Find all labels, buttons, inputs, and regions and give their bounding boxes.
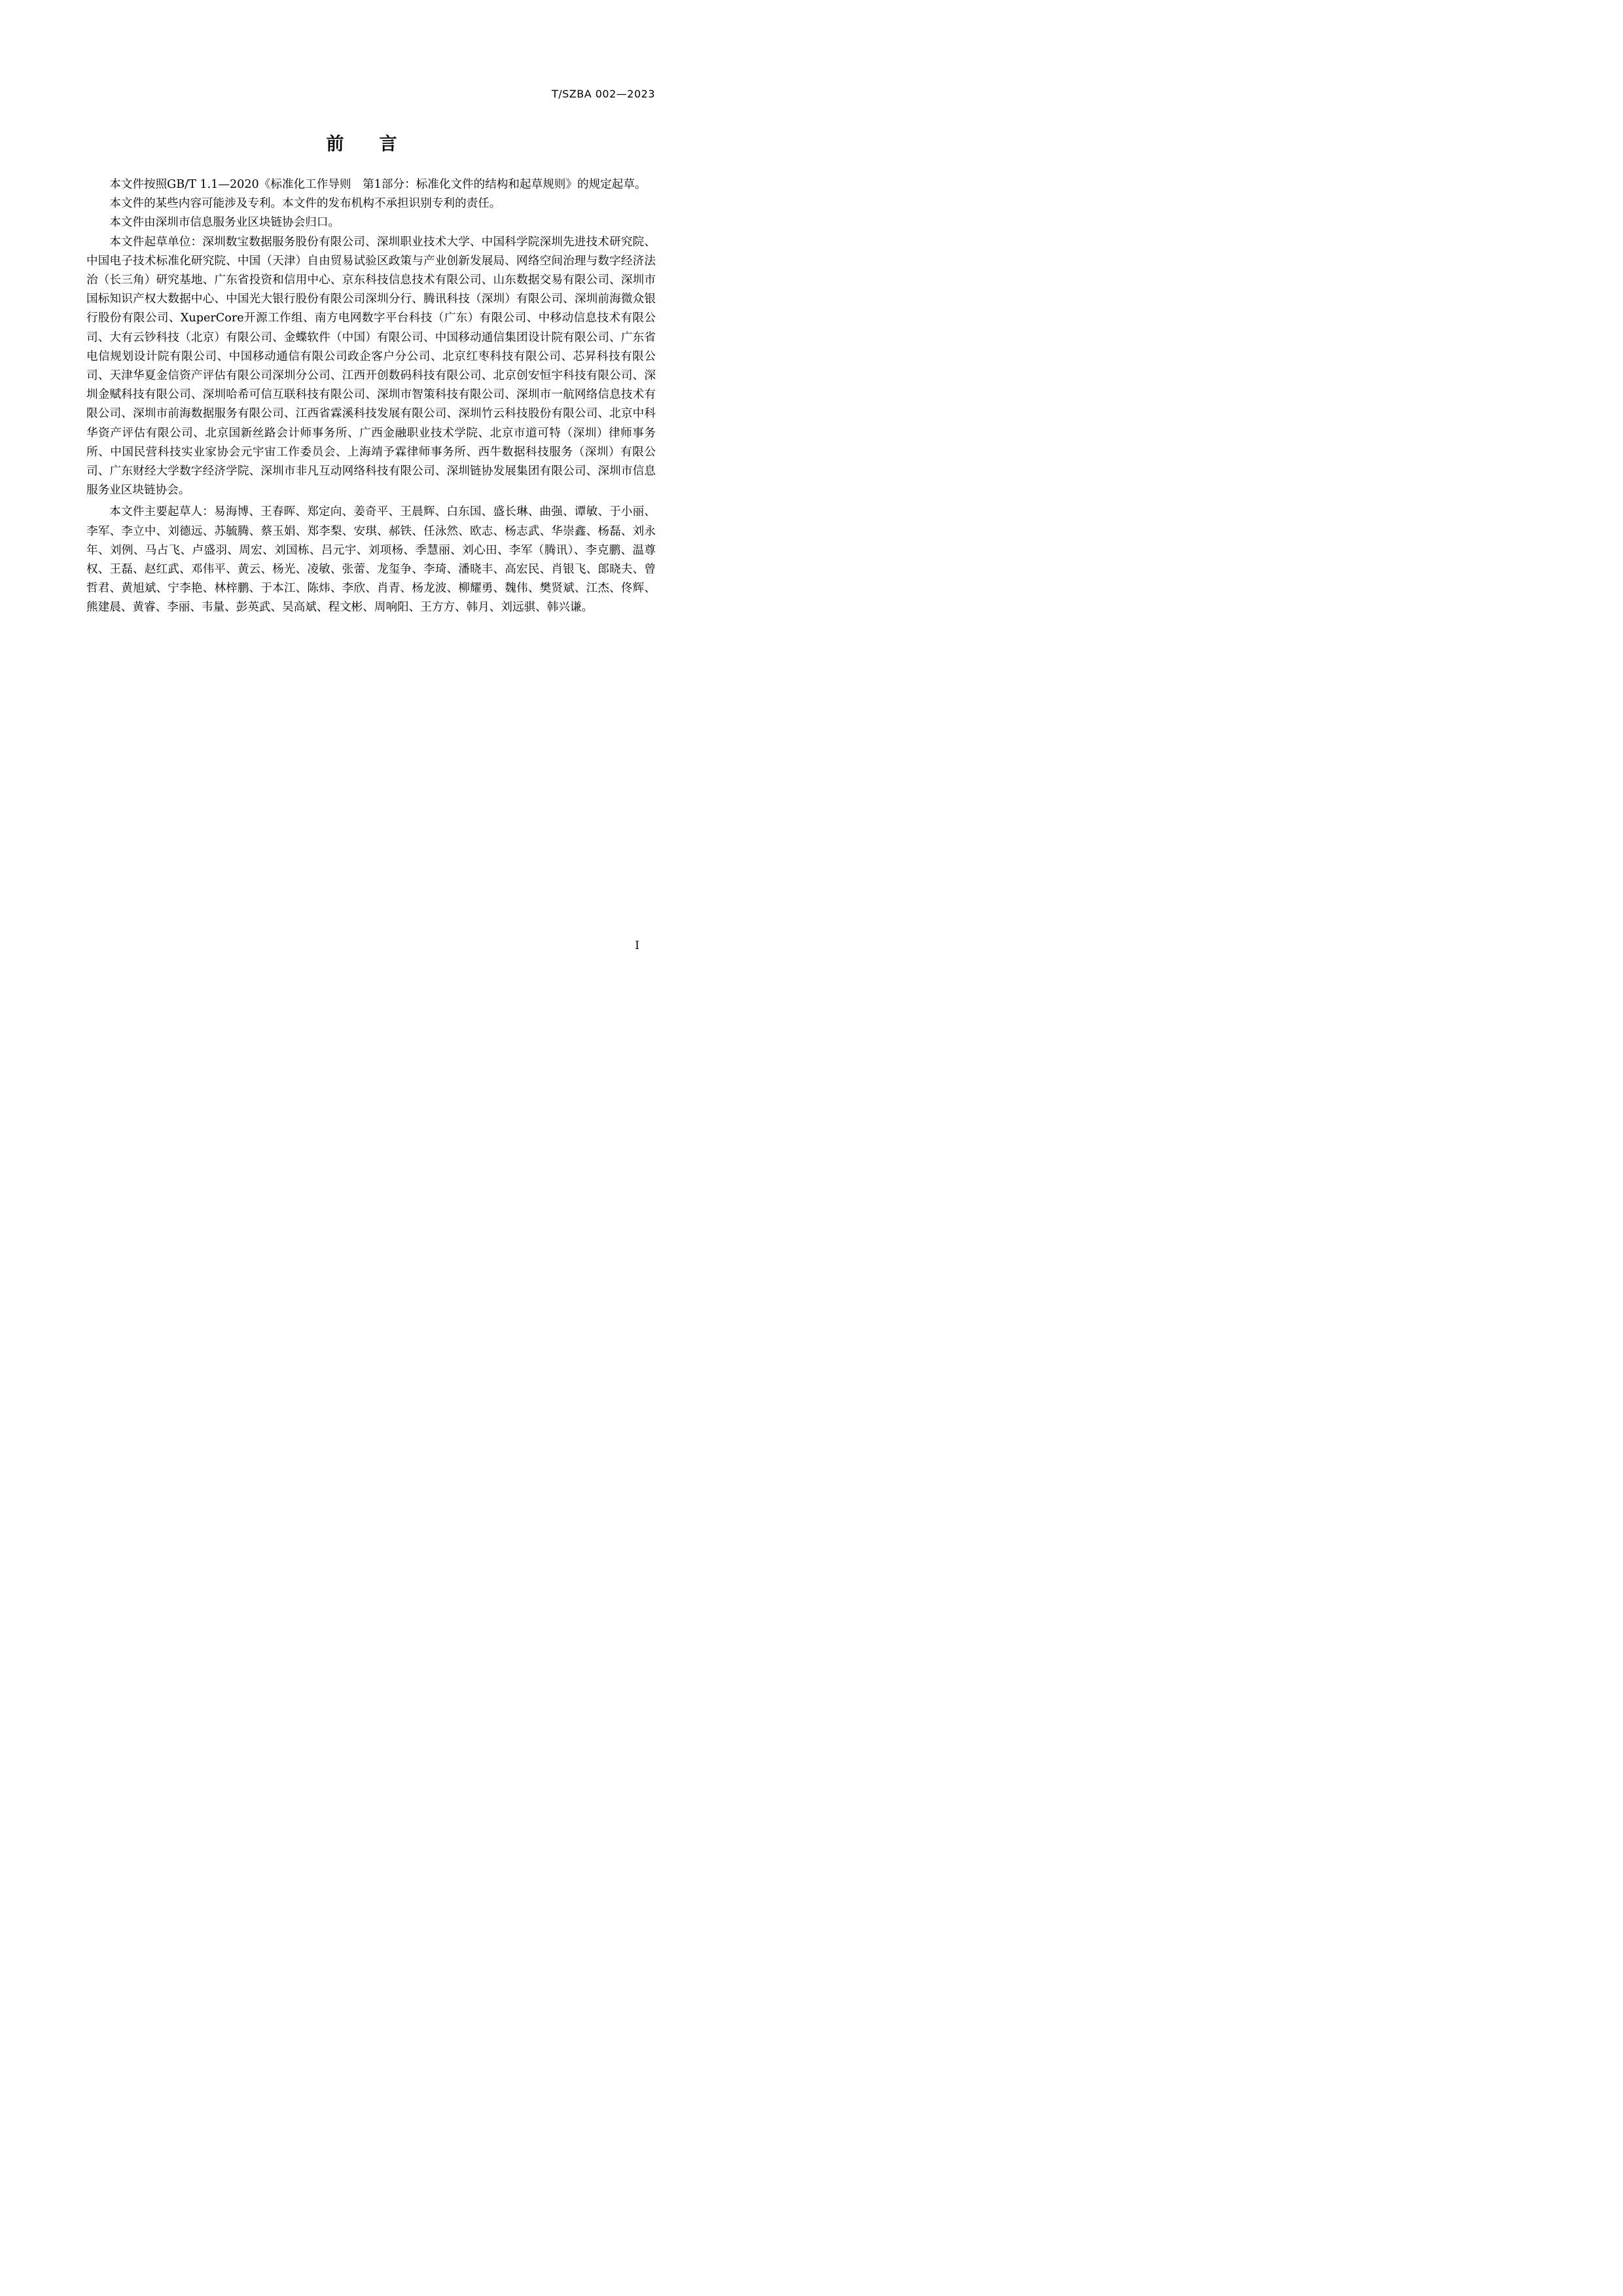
paragraph-drafting-rules: 本文件按照GB/T 1.1—2020《标准化工作导则 第1部分：标准化文件的结构和起草规则》的规定起草。 [109, 178, 647, 191]
foreword-body [86, 175, 656, 618]
paragraph-drafting-organizations: 本文件起草单位：深圳数宝数据服务股份有限公司、深圳职业技术大学、中国科学院深圳先进技术研究院、中国电子技术标准化研究院、中国（天津）自由贸易试验区政策与产业创新发展局、网络空间治理与数字经济法治（长三角）研究基地、广东省投资和信用中心、京东科技信息技术有限公司、山东数据交易有限公司、深圳市国标知识产权大数据中心、中国光大银行股份有限公司深圳分行、腾讯科技（深圳）有限公司、深圳前海微众银行股份有限公司、XuperCore开源工作组、南方电网数字平台科技（广东）有限公司、中移动信息技术有限公司、大有云钞科技（北京）有限公司、金蝶软件（中国）有限公司、中国移动通信集团设计院有限公司、广东省电信规划设计院有限公司、中国移动通信有限公司政企客户分公司、北京红枣科技有限公司、芯昇科技有限公司、天津华夏金信资产评估有限公司深圳分公司、江西开创数码科技有限公司、北京创安恒宇科技有限公司、深圳金赋科技有限公司、深圳哈希可信互联科技有限公司、深圳市智策科技有限公司、深圳市一航网络信息技术有限公司、深圳市前海数据服务有限公司、江西省霖溪科技发展有限公司、深圳竹云科技股份有限公司、北京中科华资产评估有限公司、北京国新丝路会计师事务所、广西金融职业技术学院、北京市道可特（深圳）律师事务所、中国民营科技实业家协会元宇宙工作委员会、上海靖予霖律师事务所、西牛数据科技服务（深圳）有限公司、广东财经大学数字经济学院、深圳市非凡互动网络科技有限公司、深圳链协发展集团有限公司、深圳市信息服务业区块链协会。 [86, 235, 656, 497]
paragraph-main-drafters: 本文件主要起草人：易海博、王春晖、郑定向、姜奇平、王晨辉、白东国、盛长琳、曲强、谭敏、于小丽、李军、李立中、刘德远、苏毓腾、蔡玉娟、郑李梨、安琪、郝铁、任泳然、欧志、杨志武、华崇鑫、杨磊、刘永年、刘例、马占飞、卢盛羽、周宏、刘国栋、吕元宇、刘项杨、季慧丽、刘心田、李军（腾讯）、李克鹏、温尊权、王磊、赵红武、邓伟平、黄云、杨光、凌敏、张蕾、龙玺争、李琦、潘晓丰、高宏民、肖银飞、郎晓夫、曾哲君、黄旭斌、宁李艳、林梓鹏、于本江、陈炜、李欣、肖青、杨龙波、柳耀勇、魏伟、樊贤斌、江杰、佟辉、熊建晨、黄睿、李丽、韦量、彭英武、吴高斌、程文彬、周响阳、王方方、韩月、刘远骐、韩兴谦。 [86, 505, 656, 615]
page-number: I [635, 939, 639, 952]
document-code: T/SZBA 002—2023 [551, 88, 655, 100]
page-title: 前言 [326, 134, 433, 154]
paragraph-patent-notice: 本文件的某些内容可能涉及专利。本文件的发布机构不承担识别专利的责任。 [109, 197, 501, 211]
paragraph-centralized-by: 本文件由深圳市信息服务业区块链协会归口。 [109, 216, 340, 230]
